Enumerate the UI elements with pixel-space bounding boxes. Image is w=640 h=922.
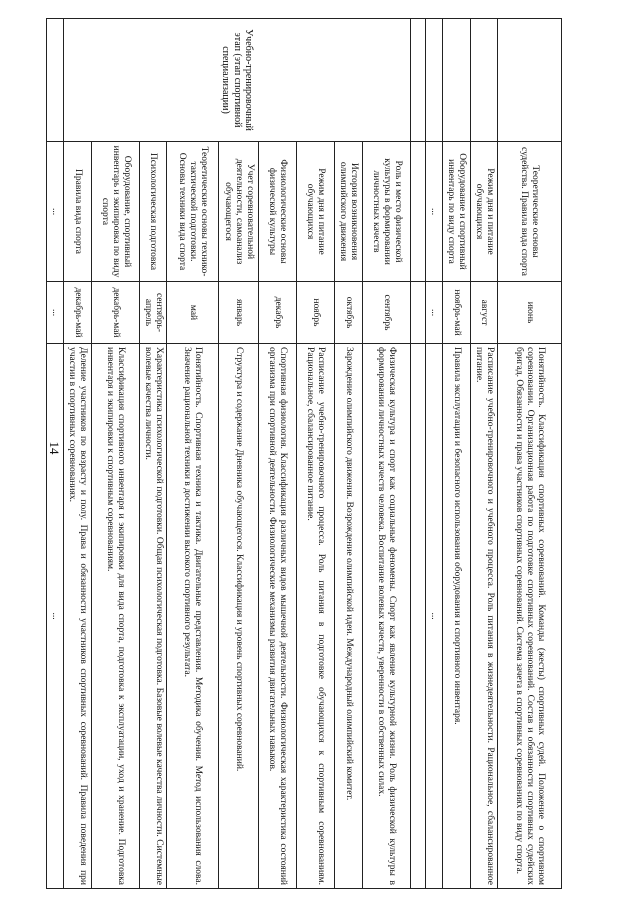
table-row (498, 19, 562, 889)
topic-cell: Учет соревновательной деятельности, самоанализ обучающегося (219, 142, 259, 282)
topic-cell: Теоретические основы технико-тактической подготовки. Основы техники вида спорта (167, 142, 219, 282)
topic-cell: Физиологические основы физической культуры (259, 142, 297, 282)
topic-cell: Режим дня и питание обучающихся (297, 142, 335, 282)
table-row (64, 19, 92, 889)
stage-cell (426, 19, 443, 142)
topic-cell: История возникновения олимпийского движения (335, 142, 363, 282)
page-number: 14 (47, 441, 62, 455)
date-cell: ноябрь-май (443, 282, 471, 344)
content-cell: Правила эксплуатации и безопасного использования оборудования и спортивного инвентаря. (443, 344, 471, 889)
table-row (471, 19, 498, 889)
date-cell: декабрь-май (64, 282, 92, 344)
date-cell: сентябрь (363, 282, 411, 344)
ellipsis-cell: ... (426, 344, 443, 889)
stage-cell (47, 19, 64, 142)
table-row (259, 19, 297, 889)
date-cell: ноябрь (297, 282, 335, 344)
stage-cell (498, 19, 562, 142)
ellipsis-cell: ... (426, 142, 443, 282)
stage-cell (443, 19, 471, 142)
date-cell: июнь (498, 282, 562, 344)
ellipsis-row (47, 19, 64, 889)
content-cell: Расписание учебно-тренировочного процесса. Роль питания в подготовке обучающихся к спортивным соревнованиям. Рациональное, сбалансированное питание. (297, 344, 335, 889)
table-row (335, 19, 363, 889)
date-cell: май (167, 282, 219, 344)
ellipsis-row (426, 19, 443, 889)
date-cell: январь (219, 282, 259, 344)
curriculum-sheet (28, 18, 562, 888)
ellipsis-cell: ... (426, 282, 443, 344)
table-row (140, 19, 167, 889)
topic-cell: Оборудование и спортивный инвентарь по виду спорта (443, 142, 471, 282)
topic-cell: Режим дня и питание обучающихся (471, 142, 498, 282)
topic-cell: Теоретические основы судейства. Правила вида спорта (498, 142, 562, 282)
content-cell: Структура и содержание Дневника обучающегося. Классификация и уровень спортивных соревнований. (219, 344, 259, 889)
table-row (219, 19, 259, 889)
table-row (363, 19, 411, 889)
date-cell: октябрь (335, 282, 363, 344)
ellipsis-cell: ... (47, 282, 64, 344)
stage-cell (471, 19, 498, 142)
content-cell: Расписание учебно-тренировочного и учебного процесса. Роль питания в жизнедеятельности. Рациональное, сбалансированное питание. (471, 344, 498, 889)
content-cell: Классификация спортивного инвентаря и экипировки для вида спорта, подготовка к эксплуатации, уход и хранение. Подготовка инвентаря и экипировки к спортивным соревнованиям. (92, 344, 140, 889)
content-cell: Спортивная физиология. Классификация различных видов мышечной деятельности. Физиологическая характеристика состояний организма при спортивной деятельности. Физиологические механизмы развития двигательных навыков. (259, 344, 297, 889)
content-cell: Понятийность. Классификация спортивных соревнований. Команды (жесты) спортивных судей. Положение о спортивном соревновании. Организационная работа по подготовке спортивных соревнований. Состав и обязанности спортивных судейских бригад. Обязанности и права участников спортивных соревнований. Система зачета в спортивных соревнованиях по виду спорта. (498, 344, 562, 889)
topic-cell: Правила вида спорта (64, 142, 92, 282)
ellipsis-cell: ... (47, 142, 64, 282)
content-cell: Деление участников по возрасту и полу. Права и обязанности участников спортивных соревнований. Правила поведения при участии в спортивных соревнованиях. (64, 344, 92, 889)
date-cell: август (471, 282, 498, 344)
spacer-row (411, 19, 426, 889)
topic-cell: Оборудование, спортивный инвентарь и экипировка по виду спорта (92, 142, 140, 282)
date-cell: декабрь-май (92, 282, 140, 344)
ellipsis-cell: ... (47, 344, 64, 889)
content-cell: Характеристика психологической подготовки. Общая психологическая подготовка. Базовые волевые качества личности. Системные волевые качества личности. (140, 344, 167, 889)
table-row (92, 19, 140, 889)
content-cell: Физическая культура и спорт как социальные феномены. Спорт как явление культурной жизни. Роль физической культуры в формировании личностных качеств человека. Воспитание волевых качеств, уверенности в собственных силах. (363, 344, 411, 889)
table-row (167, 19, 219, 889)
stage-label: Учебно-тренировочный этап (этап спортивной специализации) (64, 19, 411, 142)
topic-cell: Роль и место физической культуры в формировании личностных качеств (363, 142, 411, 282)
content-cell: Понятийность. Спортивная техника и тактика. Двигательные представления. Методика обучения. Метод использования слова. Значение рациональной техники в достижении высокого спортивного результата. (167, 344, 219, 889)
table-row (443, 19, 471, 889)
topic-cell: Психологическая подготовка (140, 142, 167, 282)
date-cell: декабрь (259, 282, 297, 344)
curriculum-table (46, 18, 562, 889)
content-cell: Зарождение олимпийского движения. Возрождение олимпийской идеи. Международный олимпийский комитет. (335, 344, 363, 889)
date-cell: сентябрь-апрель (140, 282, 167, 344)
table-row (297, 19, 335, 889)
